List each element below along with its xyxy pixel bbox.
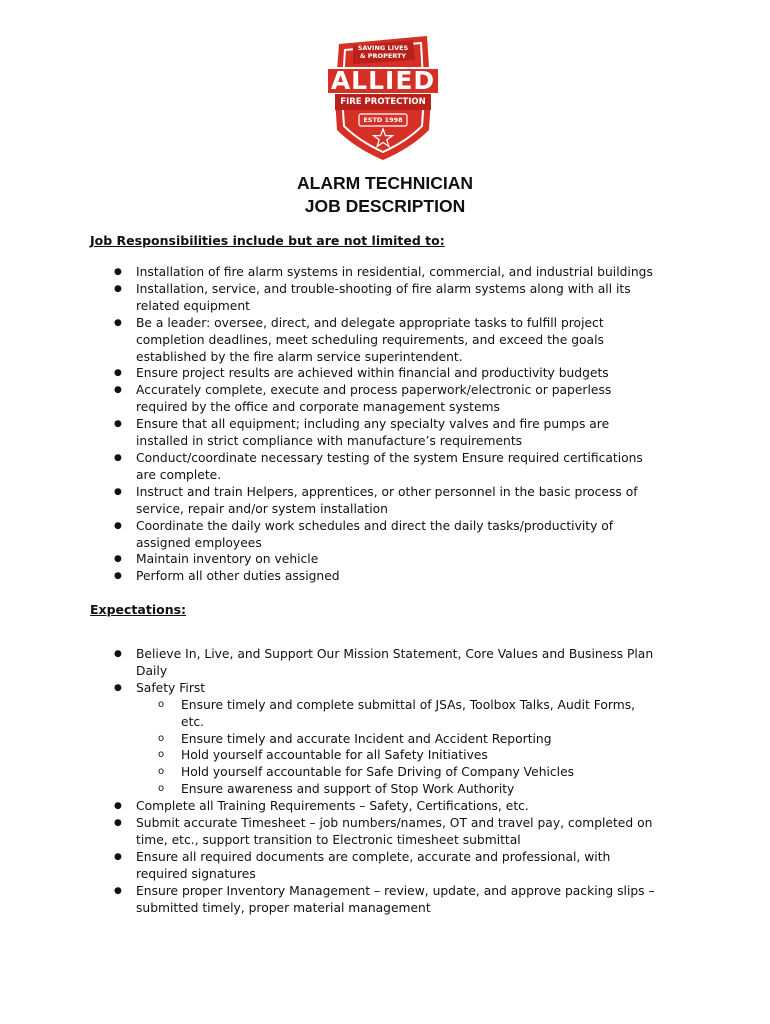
list-item — [114, 281, 696, 315]
list-item — [114, 382, 696, 416]
list-item-text: Ensure timely and complete submittal of JSAs, Toolbox Talks, Audit Forms, — [181, 697, 636, 712]
list-item-text: installed in strict compliance with manufacture’s requirements — [136, 434, 523, 449]
page-title-line-1: ALARM TECHNICIAN — [297, 173, 473, 193]
list-item-text: Coordinate the daily work schedules and direct the daily tasks/productivity of — [136, 518, 614, 533]
bullet-icon: ● — [114, 486, 122, 497]
list-item-text: Accurately complete, execute and process paperwork/electronic or paperless — [136, 383, 612, 398]
list-item — [114, 416, 696, 450]
list-item-text: Be a leader: oversee, direct, and delegate appropriate tasks to fulfill project — [136, 315, 604, 330]
bullet-icon: ● — [114, 554, 122, 565]
sub-list-item — [158, 781, 696, 798]
list-item-text: etc. — [181, 714, 205, 729]
list-item-text: Complete all Training Requirements – Safety, Certifications, etc. — [136, 799, 529, 814]
list-item — [114, 484, 696, 518]
list-item-text: are complete. — [136, 467, 222, 482]
bullet-icon: ● — [114, 649, 122, 659]
list-item-text: required signatures — [136, 866, 256, 881]
list-item — [114, 883, 696, 917]
list-item-text: Instruct and train Helpers, apprentices, or other personnel in the basic process of — [136, 484, 638, 499]
list-item — [114, 680, 696, 798]
list-item-text: assigned employees — [136, 535, 262, 550]
bullet-icon: ● — [114, 385, 122, 396]
list-item-text: Installation, service, and trouble-shooting of fire alarm systems along with all its — [136, 281, 631, 296]
responsibilities-list — [114, 264, 696, 585]
logo-top-text: SAVING LIVES & PROPERTY — [357, 44, 409, 60]
expectations-heading: Expectations: — [90, 602, 187, 617]
list-item-text: Conduct/coordinate necessary testing of the system Ensure required certifications — [136, 450, 643, 465]
list-item — [114, 518, 696, 552]
bullet-icon: ● — [114, 283, 122, 294]
bullet-icon: ● — [114, 452, 122, 463]
list-item — [114, 315, 696, 366]
list-item-text: Installation of fire alarm systems in residential, commercial, and industrial buildings — [136, 265, 653, 279]
sub-list-item — [158, 764, 696, 781]
list-item-text: time, etc., support transition to Electronic timesheet submittal — [136, 832, 521, 847]
list-item-text: established by the fire alarm service superintendent. — [136, 349, 463, 364]
list-item-text: Ensure that all equipment; including any specialty valves and fire pumps are — [136, 417, 610, 432]
list-item-text: Submit accurate Timesheet – job numbers/names, OT and travel pay, completed on — [136, 816, 653, 831]
list-item-text: Believe In, Live, and Support Our Mission Statement, Core Values and Business Plan — [136, 647, 654, 661]
bullet-icon: ● — [114, 682, 122, 693]
list-item — [114, 365, 696, 382]
sub-list-item — [158, 731, 696, 748]
list-item-text: Ensure timely and accurate Incident and Accident Reporting — [181, 731, 552, 746]
circle-bullet-icon: o — [158, 766, 165, 778]
bullet-icon: ● — [114, 801, 122, 812]
list-item — [114, 646, 696, 680]
bullet-icon: ● — [114, 368, 122, 379]
list-item-text: related equipment — [136, 298, 250, 313]
responsibilities-heading: Job Responsibilities include but are not limited to: — [90, 233, 445, 248]
list-item-text: Safety First — [136, 680, 206, 695]
bullet-icon: ● — [114, 317, 122, 328]
list-item — [114, 568, 696, 585]
sub-list — [136, 697, 696, 798]
bullet-icon: ● — [114, 571, 122, 582]
list-item-text: Perform all other duties assigned — [136, 569, 340, 584]
logo-name: ALLIED — [330, 66, 436, 95]
list-item-text: Ensure project results are achieved within financial and productivity budgets — [136, 366, 609, 381]
list-item — [114, 450, 696, 484]
bullet-icon: ● — [114, 818, 122, 829]
list-item-text: required by the office and corporate management systems — [136, 400, 500, 415]
list-item-text: Ensure proper Inventory Management – review, update, and approve packing slips – — [136, 883, 655, 898]
list-item-text: service, repair and/or system installation — [136, 501, 388, 516]
list-item-text: submitted timely, proper material management — [136, 900, 431, 915]
list-item-text: completion deadlines, meet scheduling requirements, and exceed the goals — [136, 332, 604, 347]
bullet-icon: ● — [114, 419, 122, 430]
list-item — [114, 551, 696, 568]
logo-established: ESTD 1998 — [363, 116, 403, 124]
list-item-text: Hold yourself accountable for all Safety Initiatives — [181, 748, 488, 763]
bullet-icon: ● — [114, 520, 122, 531]
list-item-text: Daily — [136, 663, 168, 678]
circle-bullet-icon: o — [158, 698, 165, 710]
bullet-icon: ● — [114, 851, 122, 862]
list-item — [114, 264, 696, 281]
list-item — [114, 849, 696, 883]
list-item — [114, 815, 696, 849]
list-item-text: Maintain inventory on vehicle — [136, 552, 319, 567]
sub-list-item — [158, 697, 696, 731]
circle-bullet-icon: o — [158, 783, 165, 795]
list-item-text: Ensure awareness and support of Stop Work Authority — [181, 782, 515, 797]
sub-list-item — [158, 747, 696, 764]
circle-bullet-icon: o — [158, 732, 165, 744]
list-item-text: Ensure all required documents are complete, accurate and professional, with — [136, 849, 611, 864]
list-item-text: Hold yourself accountable for Safe Driving of Company Vehicles — [181, 765, 575, 780]
bullet-icon: ● — [114, 267, 122, 277]
page-title-line-2: JOB DESCRIPTION — [304, 196, 466, 216]
list-item — [114, 798, 696, 815]
company-logo — [325, 34, 441, 162]
expectations-list — [114, 646, 696, 917]
circle-bullet-icon: o — [158, 749, 165, 761]
logo-subtitle: FIRE PROTECTION — [340, 97, 426, 107]
bullet-icon: ● — [114, 885, 122, 896]
